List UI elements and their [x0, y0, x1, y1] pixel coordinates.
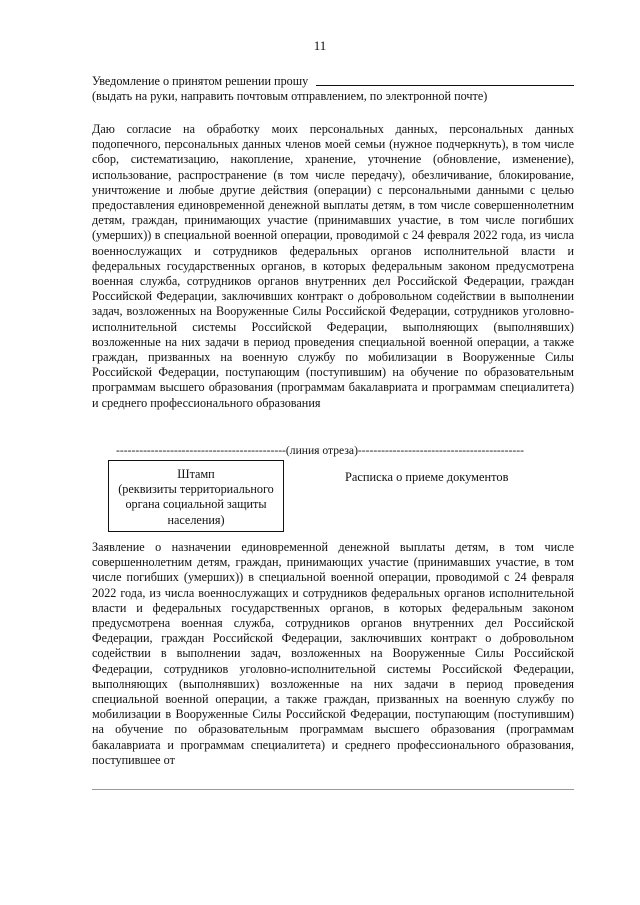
- delivery-notice-line: [92, 74, 574, 89]
- page-number: 11: [313, 38, 327, 53]
- delivery-method-hint: (выдать на руки, направить почтовым отправлением, по электронной почте): [92, 89, 488, 104]
- cut-line: --------------------------------------------(линия отреза)-------------------------------------------: [116, 444, 524, 457]
- bottom-divider: [92, 789, 574, 790]
- stamp-requisites-line-3: населения): [167, 512, 225, 527]
- application-receipt-text: Заявление о назначении единовременной денежной выплаты детям, в том числе совершеннолетним детям, граждан, принимающих участие (принимавших участие, в том числе погибших (умерших)) в специальной военной операции, проводимой с 24 февраля 2022 года, из числа военнослужащих и сотрудников федеральных органов исполнительной власти и федеральных государственных органов, в которых федеральным законом предусмотрена военная служба, сотрудников органов внутренних дел Российской Федерации, граждан Российской Федерации, заключивших контракт о добровольном содействии в выполнении задач, возложенных на Вооруженные Силы Российской Федерации, сотрудников уголовно-исполнительной системы Российской Федерации, выполняющих (выполнявших) возложенные на них задачи в период проведения специальной военной операции, а также граждан, призванных на военную службу по мобилизации в Вооруженные Силы Российской Федерации, поступающим (поступившим) на обучение по образовательным программам высшего образования (программам бакалавриата и программам специалитета) и среднего профессионального образования, поступившее от: [92, 540, 574, 767]
- stamp-requisites-line-2: органа социальной защиты: [125, 497, 267, 512]
- stamp-title: Штамп: [177, 467, 215, 481]
- receipt-title: Расписка о приеме документов: [345, 470, 509, 484]
- personal-data-consent-text: Даю согласие на обработку моих персональных данных, персональных данных подопечного, персональных данных членов моей семьи (нужное подчеркнуть), в том числе сбор, систематизацию, накопление, хранение, уточнение (обновление, изменение), использование, распространение (в том числе передачу), обезличивание, блокирование, уничтожение и любые другие действия (операции) с персональными данными с целью предоставления единовременной денежной выплаты детям, в том числе совершеннолетним детям, граждан, принимающих участие (принимавших участие, в том числе погибших (умерших)) в специальной военной операции, проводимой с 24 февраля 2022 года, из числа военнослужащих и сотрудников федеральных органов исполнительной власти и федеральных государственных органов, в которых федеральным законом предусмотрена военная служба, сотрудников органов внутренних дел Российской Федерации, граждан Российской Федерации, заключивших контракт о добровольном содействии в выполнении задач, возложенных на Вооруженные Силы Российской Федерации, сотрудников уголовно-исполнительной системы Российской Федерации, выполняющих (выполнявших) возложенные на них задачи в период проведения специальной военной операции, а также граждан, призванных на военную службу по мобилизации в Вооруженные Силы Российской Федерации, поступающим (поступившим) на обучение по образовательным программам высшего образования (программам бакалавриата и программам специалитета) и среднего профессионального образования: [92, 122, 574, 410]
- stamp-box: [108, 460, 284, 532]
- delivery-notice-section: [92, 74, 574, 104]
- delivery-notice-label: Уведомление о принятом решении прошу: [92, 74, 309, 88]
- stamp-requisites-line-1: (реквизиты территориального: [118, 482, 274, 497]
- delivery-method-blank-field[interactable]: [316, 84, 574, 86]
